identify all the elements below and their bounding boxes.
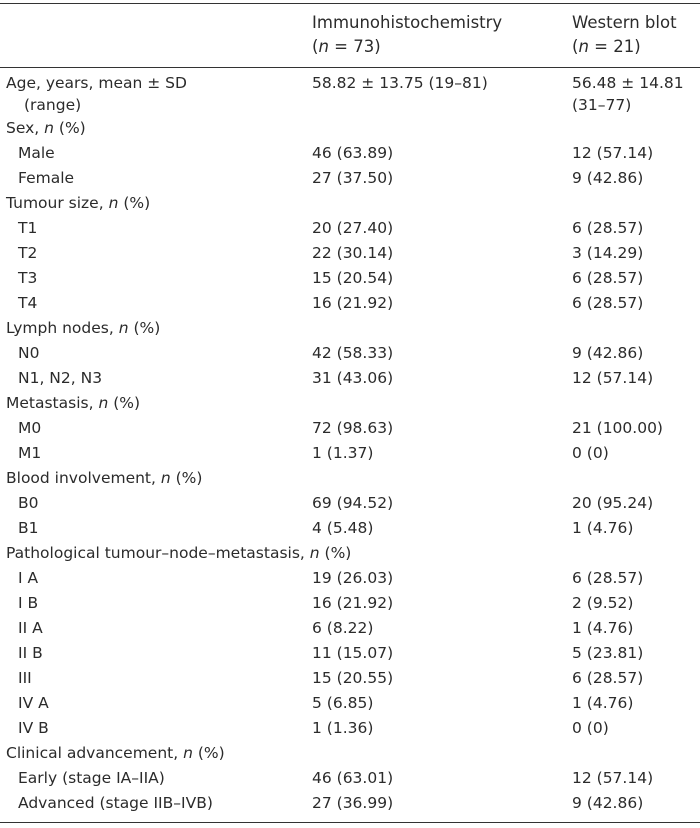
row-label: T4	[18, 294, 38, 312]
row-label: I A	[18, 569, 39, 587]
wb-value: 12 (57.14)	[572, 769, 654, 787]
ihc-value: 6 (8.22)	[312, 619, 374, 637]
ihc-value: 5 (6.85)	[312, 694, 374, 712]
row-label: N1, N2, N3	[18, 369, 103, 387]
wb-value: 9 (42.86)	[572, 344, 644, 362]
table-row	[0, 516, 700, 541]
table-row	[0, 366, 700, 391]
ihc-value: 4 (5.48)	[312, 519, 374, 537]
wb-value: 1 (4.76)	[572, 619, 634, 637]
row-label: II A	[18, 619, 43, 637]
category-row	[0, 541, 700, 566]
wb-value: 5 (23.81)	[572, 644, 644, 662]
ihc-value: 15 (20.54)	[312, 269, 394, 287]
row-label: IV B	[18, 719, 49, 737]
wb-value: 0 (0)	[572, 444, 609, 462]
ihc-value: 1 (1.36)	[312, 719, 374, 737]
wb-value: 21 (100.00)	[572, 419, 663, 437]
wb-value: 12 (57.14)	[572, 144, 654, 162]
table-row	[0, 166, 700, 191]
ihc-value: 22 (30.14)	[312, 244, 394, 262]
wb-value: 1 (4.76)	[572, 694, 634, 712]
age-wb-value	[572, 72, 684, 116]
row-label: T2	[18, 244, 38, 262]
table-row	[0, 691, 700, 716]
header-western-blot	[572, 11, 677, 59]
wb-value: 9 (42.86)	[572, 794, 644, 812]
table-row	[0, 616, 700, 641]
row-label: B0	[18, 494, 39, 512]
wb-value: 20 (95.24)	[572, 494, 654, 512]
wb-value: 6 (28.57)	[572, 219, 644, 237]
ihc-value: 31 (43.06)	[312, 369, 394, 387]
ihc-value: 11 (15.07)	[312, 644, 394, 662]
ihc-value: 20 (27.40)	[312, 219, 394, 237]
table-row	[0, 141, 700, 166]
table-row	[0, 666, 700, 691]
table-row	[0, 591, 700, 616]
row-label: B1	[18, 519, 39, 537]
age-label	[6, 72, 187, 116]
table-row	[0, 641, 700, 666]
row-label: Female	[18, 169, 75, 187]
category-label: Tumour size, n (%)	[6, 194, 151, 212]
table-row	[0, 441, 700, 466]
table-row	[0, 241, 700, 266]
row-label: N0	[18, 344, 40, 362]
row-label: Male	[18, 144, 55, 162]
category-row	[0, 116, 700, 141]
row-label: Advanced (stage IIB–IVB)	[18, 794, 213, 812]
table-row	[0, 716, 700, 741]
wb-value: 6 (28.57)	[572, 569, 644, 587]
header-wb-n: (n = 21)	[572, 37, 641, 56]
wb-value: 6 (28.57)	[572, 269, 644, 287]
category-label: Lymph nodes, n (%)	[6, 319, 161, 337]
ihc-value: 27 (37.50)	[312, 169, 394, 187]
category-label: Clinical advancement, n (%)	[6, 744, 225, 762]
category-label: Pathological tumour–node–metastasis, n (%)	[6, 544, 352, 562]
row-label: M0	[18, 419, 42, 437]
age-label-line2: (range)	[24, 96, 82, 114]
row-label: I B	[18, 594, 39, 612]
category-row	[0, 741, 700, 766]
row-label: M1	[18, 444, 42, 462]
age-wb-line1: 56.48 ± 14.81	[572, 74, 684, 92]
header-ihc-n: (n = 73)	[312, 37, 381, 56]
table-row	[0, 791, 700, 816]
ihc-value: 46 (63.89)	[312, 144, 394, 162]
table-row	[0, 491, 700, 516]
category-row	[0, 191, 700, 216]
header-immunohistochemistry	[312, 11, 502, 59]
ihc-value: 72 (98.63)	[312, 419, 394, 437]
table-top-rule	[0, 3, 700, 4]
ihc-value: 69 (94.52)	[312, 494, 394, 512]
ihc-value: 27 (36.99)	[312, 794, 394, 812]
wb-value: 6 (28.57)	[572, 294, 644, 312]
table-row	[0, 416, 700, 441]
table-row	[0, 216, 700, 241]
table-row	[0, 766, 700, 791]
row-label: Early (stage IA–IIA)	[18, 769, 165, 787]
ihc-value: 1 (1.37)	[312, 444, 374, 462]
table-row	[0, 291, 700, 316]
wb-value: 0 (0)	[572, 719, 609, 737]
ihc-value: 16 (21.92)	[312, 294, 394, 312]
row-label: III	[18, 669, 32, 687]
ihc-value: 46 (63.01)	[312, 769, 394, 787]
category-label: Metastasis, n (%)	[6, 394, 141, 412]
table-bottom-rule	[0, 822, 700, 823]
table-row	[0, 566, 700, 591]
header-wb-title: Western blot	[572, 13, 677, 32]
table-row	[0, 341, 700, 366]
category-row	[0, 391, 700, 416]
category-row	[0, 316, 700, 341]
category-label: Sex, n (%)	[6, 119, 86, 137]
wb-value: 2 (9.52)	[572, 594, 634, 612]
ihc-value: 42 (58.33)	[312, 344, 394, 362]
ihc-value: 19 (26.03)	[312, 569, 394, 587]
age-label-line1: Age, years, mean ± SD	[6, 74, 187, 92]
row-label: II B	[18, 644, 43, 662]
category-label: Blood involvement, n (%)	[6, 469, 203, 487]
wb-value: 3 (14.29)	[572, 244, 644, 262]
row-label: IV A	[18, 694, 49, 712]
wb-value: 9 (42.86)	[572, 169, 644, 187]
age-ihc-value: 58.82 ± 13.75 (19–81)	[312, 74, 488, 92]
header-ihc-title: Immunohistochemistry	[312, 13, 503, 32]
header-rule	[0, 67, 700, 68]
category-row	[0, 466, 700, 491]
ihc-value: 15 (20.55)	[312, 669, 394, 687]
wb-value: 1 (4.76)	[572, 519, 634, 537]
ihc-value: 16 (21.92)	[312, 594, 394, 612]
row-label: T3	[18, 269, 38, 287]
age-wb-line2: (31–77)	[572, 96, 632, 114]
wb-value: 6 (28.57)	[572, 669, 644, 687]
row-label: T1	[18, 219, 38, 237]
wb-value: 12 (57.14)	[572, 369, 654, 387]
table-row	[0, 266, 700, 291]
